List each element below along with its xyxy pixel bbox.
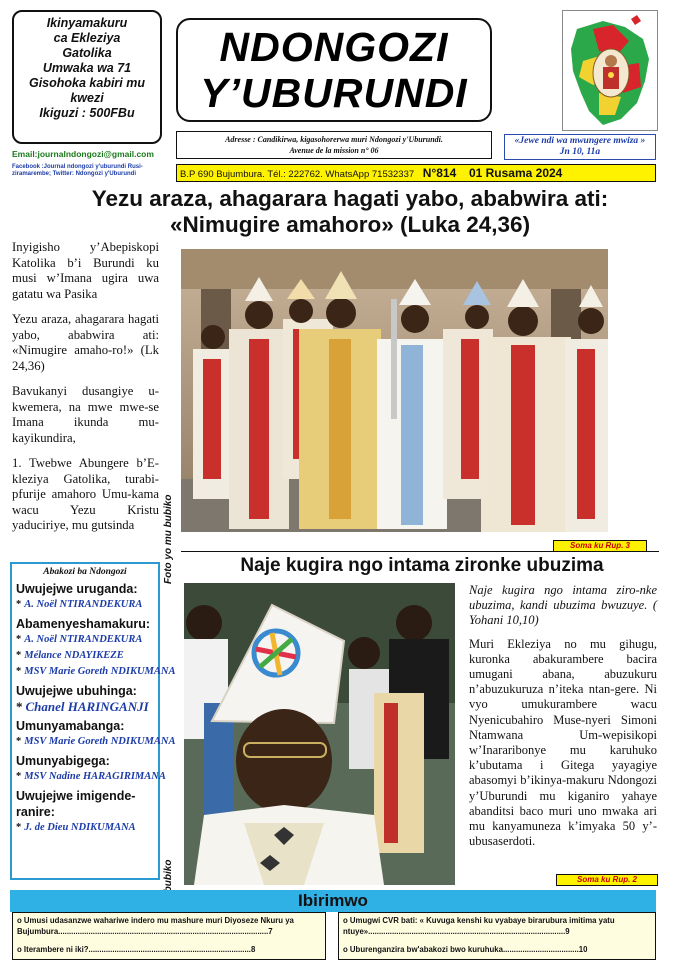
bullet-star: * bbox=[16, 599, 22, 610]
staff-name-text: Chanel HARINGANJI bbox=[25, 699, 149, 714]
main-headline bbox=[10, 186, 690, 238]
bullet-star: * bbox=[16, 736, 22, 747]
postal-contact: B.P 690 Bujumbura. Tél.: 222762. WhatsApp 71532337 bbox=[180, 169, 415, 180]
section-divider bbox=[181, 551, 659, 552]
staff-name-text: MSV Marie Goreth NDIKUMANA bbox=[24, 736, 176, 747]
staff-name-text: J. de Dieu NDIKUMANA bbox=[24, 822, 136, 833]
bullet-star: * bbox=[16, 666, 22, 677]
staff-name bbox=[16, 597, 154, 613]
article-paragraph: Muri Ekleziya no mu gihugu, kuronka abakurambere bacira umugani abana, abuzukuru n’abuzukuruza n’iteka ntan-gere. Ni vyo umukurambere wacu Nyenicubahiro Muse-nyeri Simoni Ntamwana Um-wepisikopi w’Inararibonye mu karuhuko k’ubutama i Gitega yayagiye abasomyi b’ikinya-makuru Ndongozi y’Uburundi mu kiganiro yahaye abanditsi baco muri uno mwaka ari mu kanyamuneza k’imyaka 50 y’-ubusaserdoti. bbox=[469, 636, 657, 849]
staff-title: Abakozi ba Ndongozi bbox=[43, 567, 127, 577]
masthead-line2: Y’UBURUNDI bbox=[200, 70, 468, 116]
contents-entry[interactable]: o Umugwi CVR bati: « Kuvuga kenshi ku vyabaye birarubura imitima yatu ntuye»...........................................................................................9 bbox=[343, 916, 615, 936]
masthead-line1: NDONGOZI bbox=[219, 24, 449, 70]
article-paragraph: 1. Twebwe Abungere b’E-kleziya Gatolika, turabi-pfurije amahoro Umu-kama wacu Yezu Kristu yaduciriye, mu gutsinda bbox=[12, 456, 159, 532]
issue-number: N°814 bbox=[422, 166, 457, 180]
second-article-body bbox=[469, 583, 657, 849]
contents-entry[interactable]: o Iterambere ni iki?...........................................................................8 bbox=[17, 945, 256, 954]
photo-credit bbox=[163, 690, 177, 830]
bullet-star: * bbox=[16, 699, 23, 714]
staff-name bbox=[16, 734, 176, 750]
main-headline-line2: «Nimugire amahoro» (Luka 24,36) bbox=[169, 212, 531, 237]
staff-name bbox=[16, 699, 154, 715]
staff-role: Umunyamabanga: bbox=[16, 719, 125, 733]
address-box bbox=[176, 131, 492, 159]
staff-role: Uwujejwe ubuhinga: bbox=[16, 684, 137, 698]
article-paragraph: Inyigisho y’Abepiskopi Katolika b’i Burundi ku musi w’Imana ugira uwa gatatu wa Pasika bbox=[12, 240, 159, 301]
see-page-3-link[interactable]: Soma ku Rup. 3 bbox=[553, 540, 647, 552]
info-line: Gatolika bbox=[62, 46, 112, 60]
bishops-group-photo bbox=[181, 249, 608, 532]
main-headline-line1: Yezu araza, ahagarara hagati yabo, ababwira ati: bbox=[91, 186, 609, 211]
info-line: Gisohoka kabiri mu bbox=[28, 76, 145, 90]
staff-role: Uwujejwe uruganda: bbox=[16, 582, 138, 596]
staff-name bbox=[16, 820, 154, 836]
staff-name bbox=[16, 664, 176, 680]
second-headline: Naje kugira ngo intama zironke ubuzima bbox=[240, 555, 604, 576]
photo-credit bbox=[163, 325, 177, 584]
motto-reference: Jn 10, 11a bbox=[559, 147, 601, 157]
contents-entry[interactable]: o Umusi udasanzwe wahariwe indero mu mashure muri Diyoseze Nkuru ya Bujumbura.................................................................................................7 bbox=[17, 916, 294, 936]
article-paragraph: Bavukanyi dusangiye u-kwemera, na mwe mwe-se Imana ikunda mu-kayikundira, bbox=[12, 384, 159, 445]
social-links: Facebook :Journal ndongozi y'uburundi Rusi-ziramarembe; Twitter: Ndongozi y'Uburundi bbox=[12, 164, 143, 177]
photo-credit-text: Foto yo mu bubiko bbox=[163, 494, 174, 584]
address-line1: Adresse : Candikirwa, kigasohorerwa muri Ndongozi y'Uburundi. bbox=[225, 135, 443, 144]
staff-name-text: MSV Nadine HARAGIRIMANA bbox=[24, 771, 166, 782]
bishop-photo-image bbox=[184, 583, 455, 885]
main-article-body bbox=[12, 240, 159, 544]
staff-role: Uwujejwe imigende-ranire: bbox=[16, 789, 136, 819]
map-logo-icon bbox=[563, 11, 658, 131]
diocese-map-logo bbox=[562, 10, 658, 131]
address-line2: Avenue de la mission n° 06 bbox=[289, 146, 379, 155]
email-address[interactable]: Email:journalndongozi@gmail.com bbox=[12, 149, 154, 159]
info-line: Umwaka wa 71 bbox=[42, 61, 132, 75]
bishops-photo-image bbox=[181, 249, 608, 532]
bishop-portrait-photo bbox=[184, 583, 455, 885]
staff-name-text: A. Noël NTIRANDEKURA bbox=[24, 634, 143, 645]
issue-date: 01 Rusama 2024 bbox=[468, 166, 563, 180]
info-line: Ikinyamakuru bbox=[46, 16, 128, 30]
contents-entry[interactable]: o Uburenganzira bw'abakozi bwo kuruhuka...................................10 bbox=[343, 945, 588, 954]
article-paragraph: Yezu araza, ahagarara hagati yabo, ababwira ati: «Nimugire amaho-ro!» (Lk 24,36) bbox=[12, 312, 159, 373]
bullet-star: * bbox=[16, 822, 22, 833]
staff-name-text: MSV Marie Goreth NDIKUMANA bbox=[24, 666, 176, 677]
staff-role: Abamenyeshamakuru: bbox=[16, 617, 151, 631]
staff-name bbox=[16, 769, 166, 785]
staff-name-text: Mélance NDAYIKEZE bbox=[24, 650, 124, 661]
contents-title: Ibirimwo bbox=[10, 890, 656, 912]
bullet-star: * bbox=[16, 634, 22, 645]
staff-box bbox=[10, 562, 176, 880]
see-page-2-link[interactable]: Soma ku Rup. 2 bbox=[556, 874, 658, 886]
info-line: kwezi bbox=[70, 91, 104, 105]
staff-name bbox=[16, 632, 154, 648]
staff-name-text: A. Noël NTIRANDEKURA bbox=[24, 599, 143, 610]
info-line: ca Ekleziya bbox=[53, 31, 121, 45]
staff-role: Umunyabigega: bbox=[16, 754, 110, 768]
bullet-star: * bbox=[16, 650, 22, 661]
info-line: Ikiguzi : 500FBu bbox=[39, 106, 135, 120]
contact-bar bbox=[176, 164, 656, 182]
article-quote: Naje kugira ngo intama ziro-nke ubuzima, kandi ubuzima bwuzuye. ( Yohani 10,10) bbox=[469, 583, 657, 628]
publication-info-box bbox=[12, 10, 162, 144]
motto-box bbox=[504, 134, 656, 160]
bullet-star: * bbox=[16, 771, 22, 782]
staff-name bbox=[16, 648, 154, 664]
motto-text: «Jewe ndi wa mwungere mwiza » bbox=[514, 136, 646, 146]
contents-list-left bbox=[12, 912, 326, 960]
masthead-title bbox=[176, 18, 492, 122]
contents-list-right bbox=[338, 912, 656, 960]
